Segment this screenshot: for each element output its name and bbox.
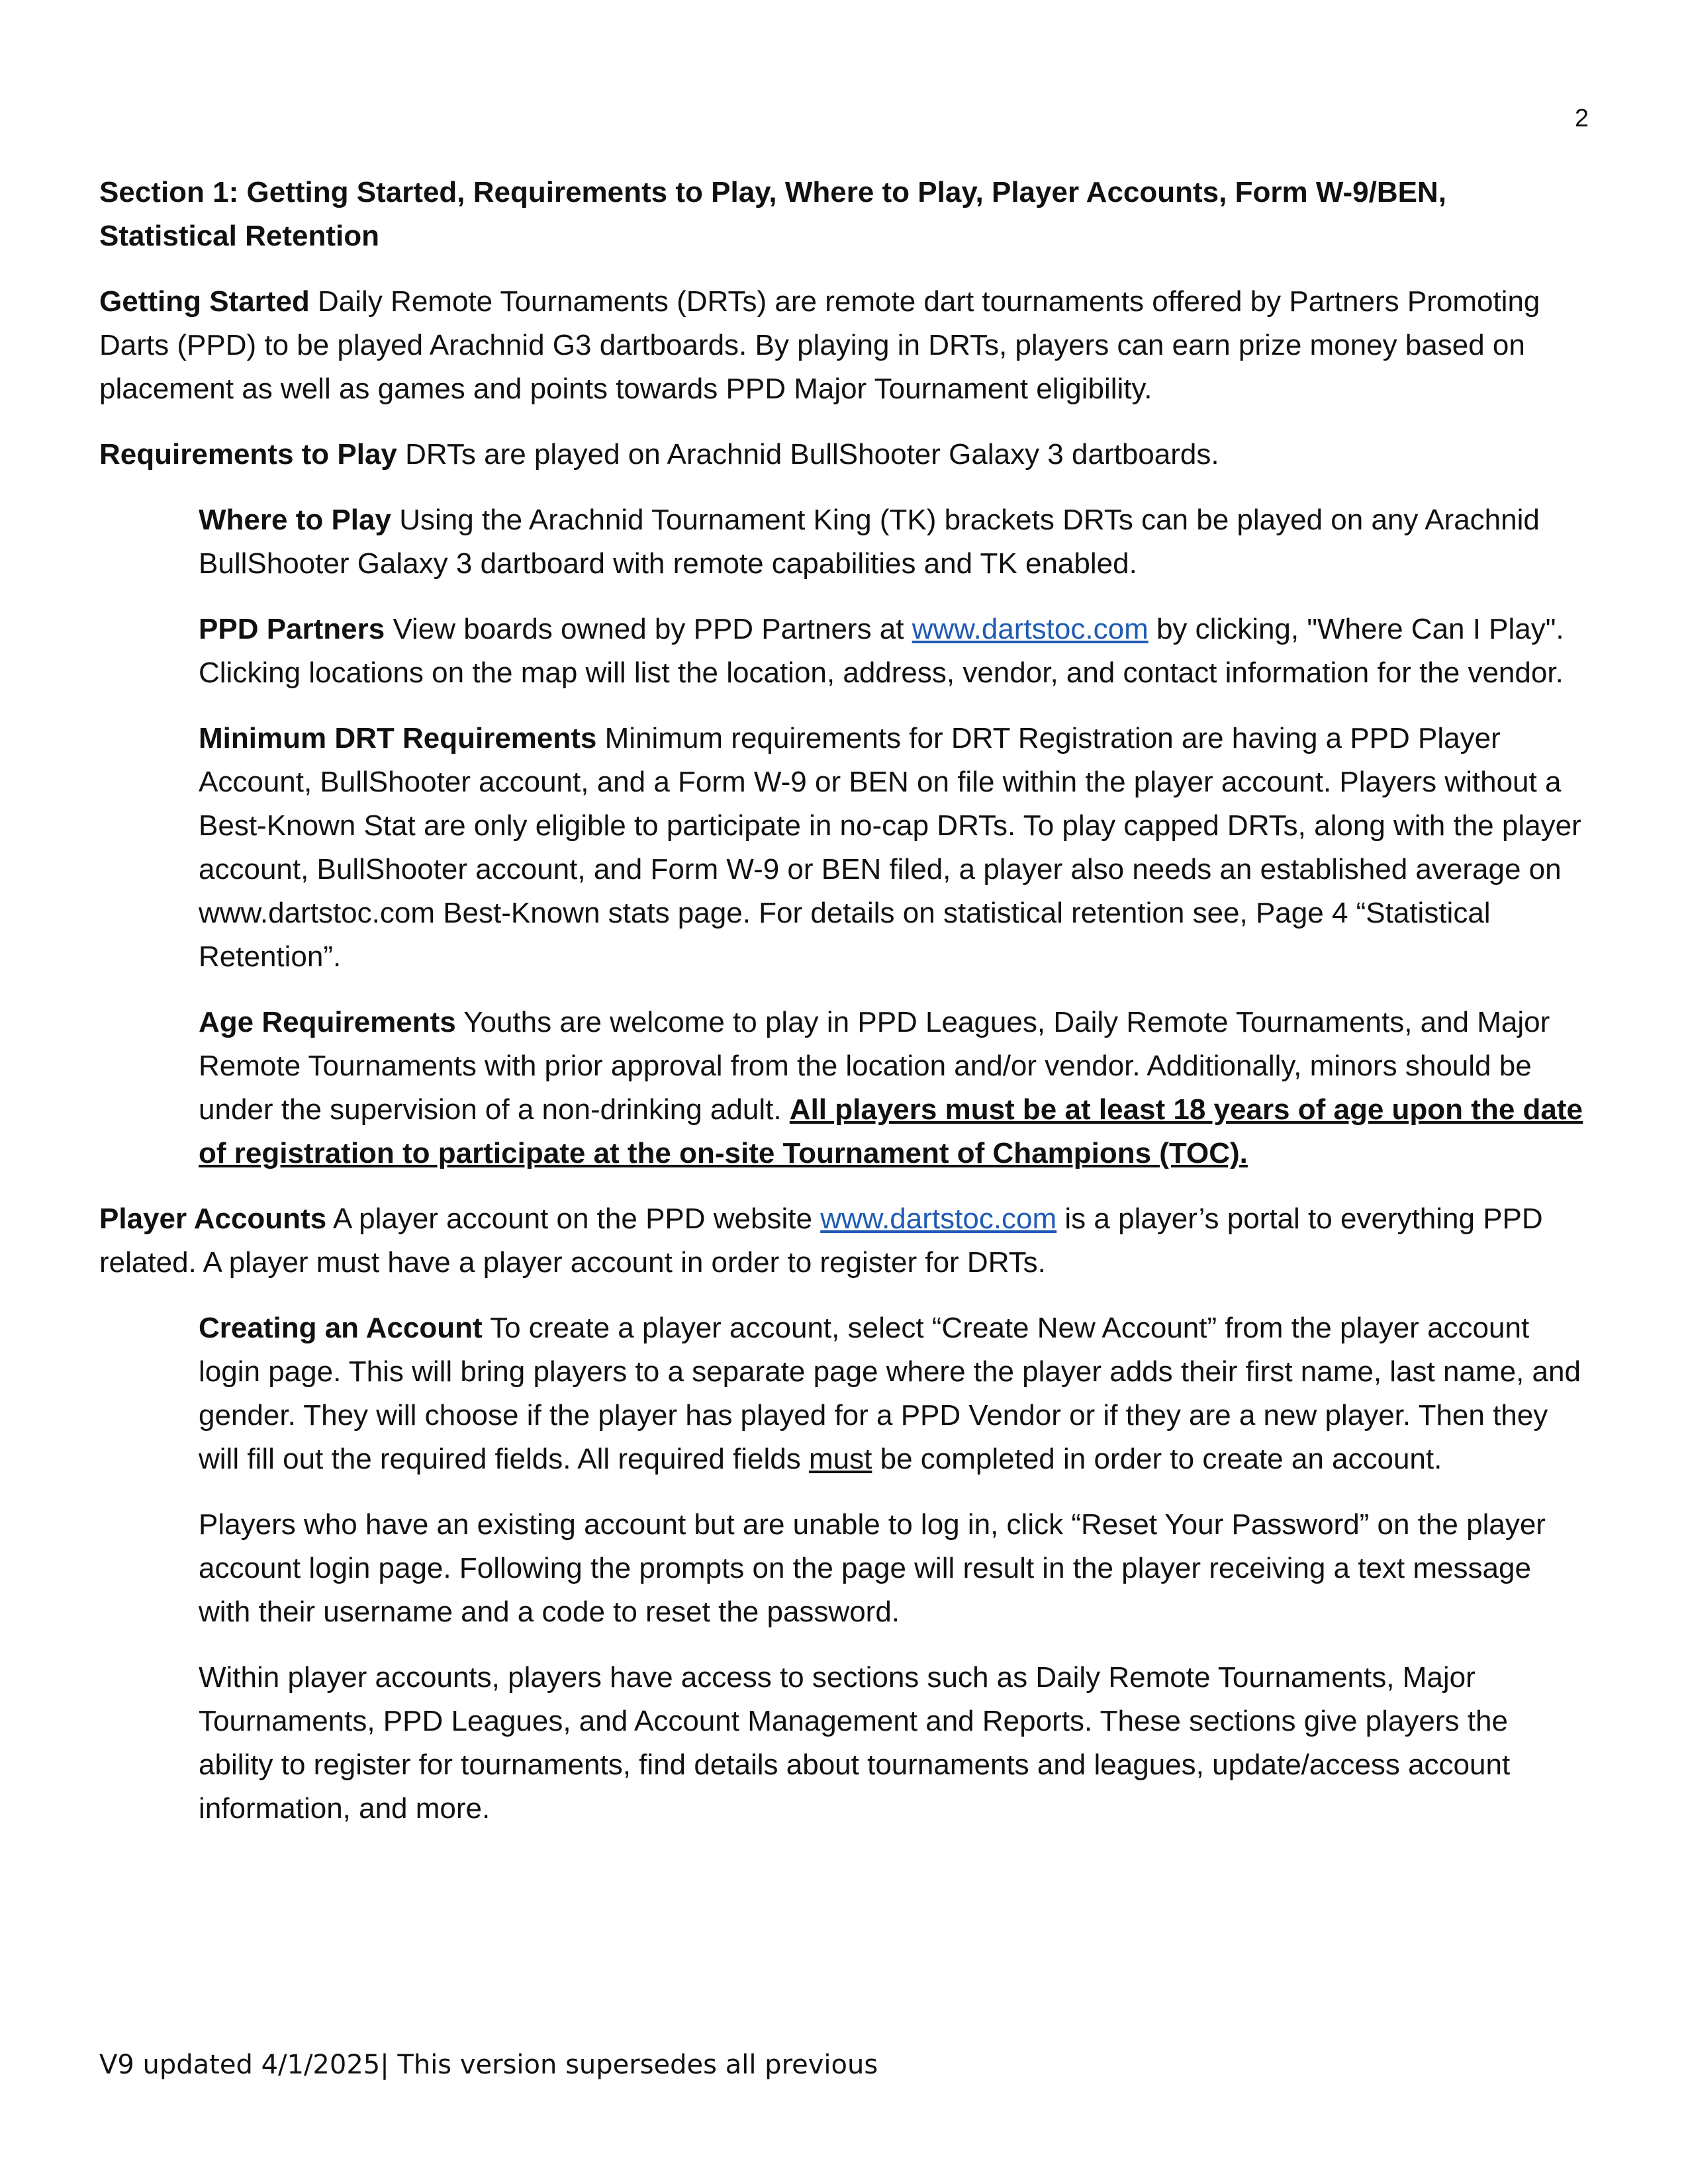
heading-getting-started: Getting Started: [99, 285, 310, 318]
heading-requirements: Requirements to Play: [99, 438, 397, 471]
text-getting-started: Daily Remote Tournaments (DRTs) are remote dart tournaments offered by Partners Promoting Darts (PPD) to be played Arachnid G3 dartboards. By playing in DRTs, players can earn prize money based on placement as well as games and points towards PPD Major Tournament eligibility.: [99, 285, 1540, 405]
text-requirements: DRTs are played on Arachnid BullShooter Galaxy 3 dartboards.: [397, 438, 1219, 471]
heading-age-requirements: Age Requirements: [199, 1006, 456, 1038]
paragraph-where-to-play: [99, 498, 1589, 586]
dartstoc-link[interactable]: www.dartstoc.com: [820, 1203, 1057, 1235]
paragraph-requirements: [99, 433, 1589, 477]
age-requirement-emphasis: All players must be at least 18 years of age upon the date of registration to participate at the on-site Tournament of Champions (TOC).: [199, 1093, 1583, 1169]
paragraph-player-accounts: [99, 1197, 1589, 1285]
page-content: [99, 171, 1589, 1852]
paragraph-ppd-partners: [99, 608, 1589, 695]
section-title: Section 1: Getting Started, Requirements to Play, Where to Play, Player Accounts, Form W-9/BEN, Statistical Retention: [99, 176, 1446, 252]
heading-player-accounts: Player Accounts: [99, 1203, 327, 1235]
heading-minimum-requirements: Minimum DRT Requirements: [199, 722, 597, 754]
underlined-must: must: [809, 1443, 872, 1475]
text-where-to-play: Using the Arachnid Tournament King (TK) brackets DRTs can be played on any Arachnid BullShooter Galaxy 3 dartboard with remote capabilities and TK enabled.: [199, 504, 1540, 580]
dartstoc-link[interactable]: www.dartstoc.com: [912, 613, 1149, 645]
text-creating-account-before: To create a player account, select “Create New Account” from the player account login page. This will bring players to a separate page where the player adds their first name, last name, and gender. They will choose if the player has played for a PPD Vendor or if they are a new player. Then they will fill out the required fields. All required fields: [199, 1312, 1581, 1475]
text-player-accounts-after: is a player’s portal to everything PPD related. A player must have a player account in order to register for DRTs.: [99, 1203, 1543, 1279]
heading-creating-account: Creating an Account: [199, 1312, 483, 1344]
page-number: 2: [1574, 105, 1589, 132]
paragraph-age-requirements: [99, 1001, 1589, 1175]
paragraph-reset-password: Players who have an existing account but are unable to log in, click “Reset Your Password” on the player account login page. Following the prompts on the page will result in the player receiving a text message with their username and a code to reset the password.: [199, 1508, 1546, 1628]
paragraph-account-sections: Within player accounts, players have access to sections such as Daily Remote Tournaments, Major Tournaments, PPD Leagues, and Account Management and Reports. These sections give players the ability to register for tournaments, find details about tournaments and leagues, update/access account information, and more.: [199, 1661, 1511, 1825]
text-minimum-requirements: Minimum requirements for DRT Registration are having a PPD Player Account, BullShooter account, and a Form W-9 or BEN on file within the player account. Players without a Best-Known Stat are only eligible to participate in no-cap DRTs. To play capped DRTs, along with the player account, BullShooter account, and Form W-9 or BEN filed, a player also needs an established average on www.dartstoc.com Best-Known stats page. For details on statistical retention see, Page 4 “Statistical Retention”.: [199, 722, 1581, 973]
text-age-requirements: Youths are welcome to play in PPD Leagues, Daily Remote Tournaments, and Major Remote Tournaments with prior approval from the location and/or vendor. Additionally, minors should be under the supervision of a non-drinking adult.: [199, 1006, 1550, 1126]
paragraph-getting-started: [99, 280, 1589, 411]
text-ppd-partners-after: by clicking, "Where Can I Play". Clicking locations on the map will list the location, address, vendor, and contact information for the vendor.: [199, 613, 1564, 689]
heading-ppd-partners: PPD Partners: [199, 613, 385, 645]
paragraph-minimum-requirements: [99, 717, 1589, 979]
heading-where-to-play: Where to Play: [199, 504, 391, 536]
text-player-accounts-before: A player account on the PPD website: [326, 1203, 821, 1235]
paragraph-creating-account: [99, 1306, 1589, 1481]
text-creating-account-after: be completed in order to create an account.: [872, 1443, 1442, 1475]
text-ppd-partners-before: View boards owned by PPD Partners at: [385, 613, 912, 645]
page-footer: V9 updated 4/1/2025| This version supersedes all previous: [99, 2050, 878, 2080]
